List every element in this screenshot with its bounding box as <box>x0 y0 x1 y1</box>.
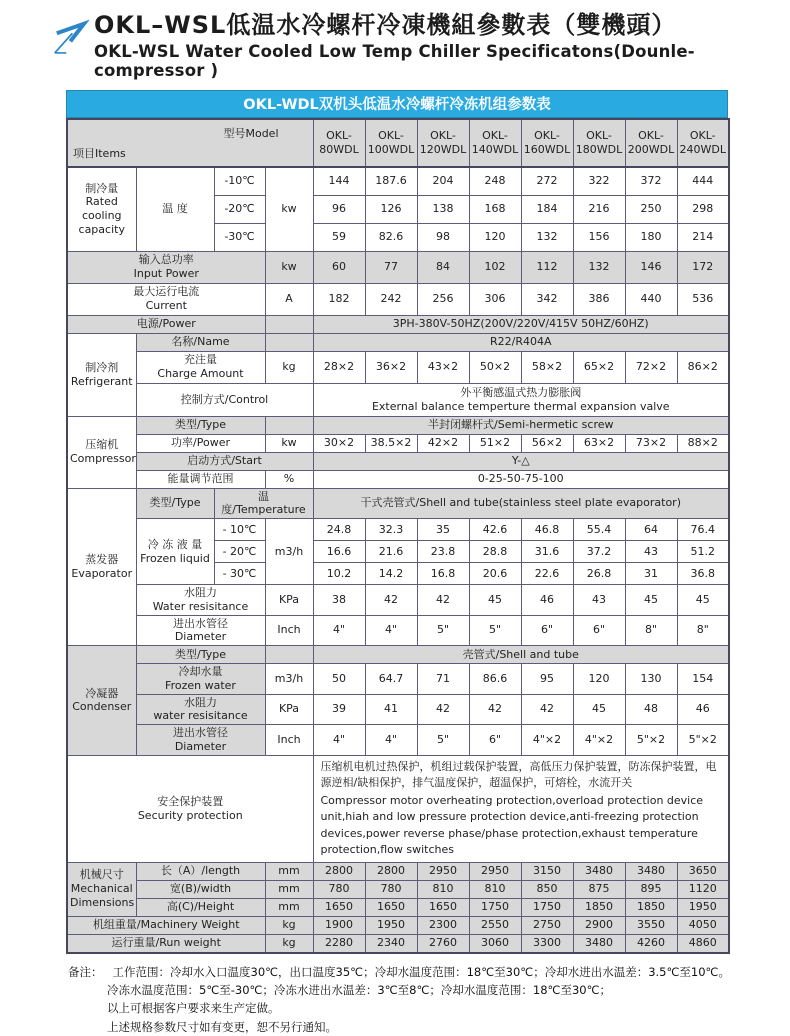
evaporator-type-row <box>67 488 729 519</box>
value-cell: 43 <box>625 541 677 563</box>
value-cell: 2280 <box>313 934 365 953</box>
note-line: 上述规格参数尺寸如有变更，恕不另行通知。 <box>107 1019 337 1034</box>
doc-header <box>0 0 790 80</box>
value-cell: 810 <box>469 880 521 898</box>
unit-cell: Inch <box>265 725 313 756</box>
value-cell: 55.4 <box>573 519 625 541</box>
value-cell: 536 <box>677 283 729 315</box>
value-cell: 59 <box>313 223 365 251</box>
value-cell: 24.8 <box>313 519 365 541</box>
value-cell: 5" <box>417 615 469 646</box>
value-cell: 71 <box>417 664 469 695</box>
value-cell: 112 <box>521 251 573 283</box>
value-cell: 46.8 <box>521 519 573 541</box>
value-cell: 2550 <box>469 916 521 934</box>
model-col-header: OKL- 180WDL <box>573 119 625 167</box>
value-cell: 65×2 <box>573 351 625 383</box>
page-title-cn: OKL–WSL低温水冷螺杆冷凍機組參數表（雙機頭） <box>94 11 677 39</box>
energy-range-value: 0-25-50-75-100 <box>313 470 729 488</box>
value-cell: 298 <box>677 195 729 223</box>
value-cell: 48 <box>625 694 677 725</box>
condenser-type-row <box>67 646 729 664</box>
value-cell: 850 <box>521 880 573 898</box>
temp-cell: - 30℃ <box>214 563 265 585</box>
value-cell: 8" <box>677 615 729 646</box>
value-cell: 1750 <box>521 898 573 916</box>
title-block <box>94 12 790 80</box>
value-cell: 42 <box>417 694 469 725</box>
model-col-header: OKL- 100WDL <box>365 119 417 167</box>
value-cell: 38.5×2 <box>365 434 417 452</box>
unit-cell: A <box>265 283 313 315</box>
value-cell: 780 <box>365 880 417 898</box>
value-cell: 184 <box>521 195 573 223</box>
footnotes <box>68 963 790 1036</box>
note-line: 以上可根据客户要求来生产定做。 <box>107 1001 280 1016</box>
spec-table <box>66 118 730 954</box>
unit-cell: kg <box>265 351 313 383</box>
value-cell: 2750 <box>521 916 573 934</box>
value-cell: 37.2 <box>573 541 625 563</box>
section-evaporator: 蒸发器 Evaporator <box>67 488 136 646</box>
empty-unit-cell <box>265 646 313 664</box>
value-cell: 248 <box>469 167 521 196</box>
value-cell: 43×2 <box>417 351 469 383</box>
section-mechanical: 机械尺寸 Mechanical Dimensions <box>67 862 136 916</box>
value-cell: 26.8 <box>573 563 625 585</box>
value-cell: 4" <box>313 615 365 646</box>
value-cell: 130 <box>625 664 677 695</box>
value-cell: 45 <box>677 585 729 616</box>
value-cell: 31 <box>625 563 677 585</box>
value-cell: 42.6 <box>469 519 521 541</box>
value-cell: 3650 <box>677 862 729 880</box>
value-cell: 73×2 <box>625 434 677 452</box>
value-cell: 45 <box>625 585 677 616</box>
value-cell: 810 <box>417 880 469 898</box>
start-mode-value: Y-△ <box>313 452 729 470</box>
unit-cell: m3/h <box>265 519 313 585</box>
value-cell: 4050 <box>677 916 729 934</box>
value-cell: 2760 <box>417 934 469 953</box>
unit-cell: KPa <box>265 694 313 725</box>
value-cell: 4"×2 <box>573 725 625 756</box>
cooling-row-10 <box>67 167 729 196</box>
value-cell: 3550 <box>625 916 677 934</box>
frozen-liquid-row-10 <box>67 519 729 541</box>
value-cell: 72×2 <box>625 351 677 383</box>
value-cell: 2800 <box>365 862 417 880</box>
section-refrigerant: 制冷剂 Refrigerant <box>67 333 136 416</box>
note-line: 冷冻水温度范围：5℃至-30℃；冷冻水进出水温差：3℃至8℃；冷却水温度范围：18℃至30℃； <box>107 982 611 997</box>
value-cell: 322 <box>573 167 625 196</box>
value-cell: 102 <box>469 251 521 283</box>
value-cell: 154 <box>677 664 729 695</box>
value-cell: 1850 <box>573 898 625 916</box>
value-cell: 5"×2 <box>625 725 677 756</box>
machinery-weight-row <box>67 916 729 934</box>
unit-cell: kw <box>265 434 313 452</box>
evap-resistance-label: 水阻力 Water resisitance <box>136 585 265 616</box>
value-cell: 2950 <box>417 862 469 880</box>
section-cooling-capacity: 制冷量 Rated cooling capacity <box>67 167 136 252</box>
value-cell: 88×2 <box>677 434 729 452</box>
note-prefix: 备注： <box>68 964 103 979</box>
value-cell: 187.6 <box>365 167 417 196</box>
unit-cell: KPa <box>265 585 313 616</box>
value-cell: 126 <box>365 195 417 223</box>
value-cell: 35 <box>417 519 469 541</box>
model-col-header: OKL- 240WDL <box>677 119 729 167</box>
compressor-type-value: 半封闭螺杆式/Semi-hermetic screw <box>313 416 729 434</box>
value-cell: 3150 <box>521 862 573 880</box>
value-cell: 182 <box>313 283 365 315</box>
charge-amount-row <box>67 351 729 383</box>
value-cell: 168 <box>469 195 521 223</box>
value-cell: 386 <box>573 283 625 315</box>
value-cell: 1950 <box>365 916 417 934</box>
value-cell: 5" <box>469 615 521 646</box>
value-cell: 3480 <box>625 862 677 880</box>
charge-amount-label: 充注量 Charge Amount <box>136 351 265 383</box>
run-weight-row <box>67 934 729 953</box>
unit-cell: kw <box>265 251 313 283</box>
value-cell: 46 <box>677 694 729 725</box>
value-cell: 41 <box>365 694 417 725</box>
value-cell: 1750 <box>469 898 521 916</box>
unit-cell: m3/h <box>265 664 313 695</box>
value-cell: 82.6 <box>365 223 417 251</box>
value-cell: 60 <box>313 251 365 283</box>
mech-height-row <box>67 898 729 916</box>
value-cell: 1850 <box>625 898 677 916</box>
value-cell: 45 <box>573 694 625 725</box>
value-cell: 444 <box>677 167 729 196</box>
run-weight-label: 运行重量/Run weight <box>67 934 265 953</box>
value-cell: 21.6 <box>365 541 417 563</box>
model-col-header: OKL- 140WDL <box>469 119 521 167</box>
unit-cell: mm <box>265 862 313 880</box>
value-cell: 43 <box>573 585 625 616</box>
value-cell: 1950 <box>677 898 729 916</box>
value-cell: 242 <box>365 283 417 315</box>
note-line <box>68 963 790 981</box>
evaporator-type-label: 类型/Type <box>136 488 214 519</box>
refrigerant-name-value: R22/R404A <box>313 333 729 351</box>
value-cell: 50×2 <box>469 351 521 383</box>
value-cell: 250 <box>625 195 677 223</box>
value-cell: 132 <box>573 251 625 283</box>
value-cell: 5"×2 <box>677 725 729 756</box>
model-col-header: OKL- 200WDL <box>625 119 677 167</box>
value-cell: 272 <box>521 167 573 196</box>
brand-arrow-icon <box>50 16 88 60</box>
unit-cell: kw <box>265 167 313 252</box>
compressor-type-row <box>67 416 729 434</box>
value-cell: 31.6 <box>521 541 573 563</box>
value-cell: 36.8 <box>677 563 729 585</box>
section-compressor: 压缩机 Compressor <box>67 416 136 488</box>
value-cell: 28×2 <box>313 351 365 383</box>
condenser-type-label: 类型/Type <box>136 646 265 664</box>
condenser-type-value: 壳管式/Shell and tube <box>313 646 729 664</box>
evap-resistance-row <box>67 585 729 616</box>
value-cell: 132 <box>521 223 573 251</box>
value-cell: 42 <box>417 585 469 616</box>
value-cell: 42 <box>469 694 521 725</box>
unit-cell: mm <box>265 880 313 898</box>
mech-width-row <box>67 880 729 898</box>
control-value: 外平衡感温式热力膨胀阀 External balance temperture thermal expansion valve <box>313 383 729 416</box>
value-cell: 144 <box>313 167 365 196</box>
value-cell: 3480 <box>573 934 625 953</box>
value-cell: 875 <box>573 880 625 898</box>
control-label: 控制方式/Control <box>136 383 313 416</box>
value-cell: 156 <box>573 223 625 251</box>
evaporator-temp-label: 温度/Temperature <box>214 488 313 519</box>
temp-cell: -30℃ <box>214 223 265 251</box>
value-cell: 20.6 <box>469 563 521 585</box>
value-cell: 1650 <box>417 898 469 916</box>
model-label: 型号Model <box>223 126 279 140</box>
value-cell: 50 <box>313 664 365 695</box>
value-cell: 45 <box>469 585 521 616</box>
value-cell: 216 <box>573 195 625 223</box>
value-cell: 63×2 <box>573 434 625 452</box>
model-col-header: OKL- 160WDL <box>521 119 573 167</box>
current-row <box>67 283 729 315</box>
value-cell: 51×2 <box>469 434 521 452</box>
value-cell: 98 <box>417 223 469 251</box>
value-cell: 214 <box>677 223 729 251</box>
value-cell: 6" <box>573 615 625 646</box>
unit-cell: Inch <box>265 615 313 646</box>
control-row <box>67 383 729 416</box>
value-cell: 4860 <box>677 934 729 953</box>
start-mode-row <box>67 452 729 470</box>
value-cell: 2340 <box>365 934 417 953</box>
value-cell: 64 <box>625 519 677 541</box>
value-cell: 3480 <box>573 862 625 880</box>
value-cell: 895 <box>625 880 677 898</box>
unit-cell: % <box>265 470 313 488</box>
value-cell: 256 <box>417 283 469 315</box>
value-cell: 6" <box>521 615 573 646</box>
value-cell: 16.8 <box>417 563 469 585</box>
security-text-cn: 压缩机电机过热保护，机组过载保护装置，高低压力保护装置，防冻保护装置，电源逆相/缺相保护，排气温度保护，超温保护，可熔栓，水流开关 <box>320 759 717 790</box>
value-cell: 4" <box>365 725 417 756</box>
value-cell: 10.2 <box>313 563 365 585</box>
value-cell: 4260 <box>625 934 677 953</box>
model-header-row <box>67 119 729 167</box>
value-cell: 120 <box>573 664 625 695</box>
temp-cell: - 20℃ <box>214 541 265 563</box>
value-cell: 2800 <box>313 862 365 880</box>
width-label: 宽(B)/width <box>136 880 265 898</box>
security-text-en: Compressor motor overheating protection,overload protection device unit,hiah and low pressure protection device,anti-freezing protection devices,power reverse phase/phase protection,exhaust temperature protection,flow switches <box>320 793 704 857</box>
value-cell: 780 <box>313 880 365 898</box>
value-cell: 3300 <box>521 934 573 953</box>
compressor-power-label: 功率/Power <box>136 434 265 452</box>
power-supply-label: 电源/Power <box>67 315 265 333</box>
value-cell: 138 <box>417 195 469 223</box>
value-cell: 5" <box>417 725 469 756</box>
value-cell: 36×2 <box>365 351 417 383</box>
value-cell: 86×2 <box>677 351 729 383</box>
value-cell: 95 <box>521 664 573 695</box>
section-condenser: 冷凝器 Condenser <box>67 646 136 756</box>
value-cell: 4"×2 <box>521 725 573 756</box>
value-cell: 30×2 <box>313 434 365 452</box>
corner-cell <box>67 119 313 167</box>
evap-diameter-label: 进出水管径 Diameter <box>136 615 265 646</box>
table-banner-title: OKL-WDL双机头低温水冷螺杆冷冻机组参数表 <box>66 90 728 118</box>
value-cell: 120 <box>469 223 521 251</box>
empty-unit-cell <box>265 333 313 351</box>
length-label: 长（A）/length <box>136 862 265 880</box>
evaporator-type-value: 干式壳管式/Shell and tube(stainless steel plate evaporator) <box>313 488 729 519</box>
empty-unit-cell <box>265 315 313 333</box>
temp-cell: -10℃ <box>214 167 265 196</box>
cond-diameter-label: 进出水管径 Diameter <box>136 725 265 756</box>
cond-resistance-label: 水阻力 water resisitance <box>136 694 265 725</box>
value-cell: 76.4 <box>677 519 729 541</box>
note-text: 工作范围：冷却水入口温度30℃，出口温度35℃；冷却水温度范围：18℃至30℃；冷却水进出水温差：3.5℃至10℃。 <box>112 964 730 979</box>
cond-resistance-row <box>67 694 729 725</box>
cooling-water-row <box>67 664 729 695</box>
unit-cell: kg <box>265 934 313 953</box>
start-mode-label: 启动方式/Start <box>136 452 313 470</box>
current-label: 最大运行电流 Current <box>67 283 265 315</box>
power-supply-value: 3PH-380V-50HZ(200V/220V/415V 50HZ/60HZ) <box>313 315 729 333</box>
unit-cell: mm <box>265 898 313 916</box>
value-cell: 8" <box>625 615 677 646</box>
value-cell: 96 <box>313 195 365 223</box>
value-cell: 38 <box>313 585 365 616</box>
value-cell: 4" <box>365 615 417 646</box>
security-protection-row <box>67 755 729 862</box>
value-cell: 16.6 <box>313 541 365 563</box>
cond-diameter-row <box>67 725 729 756</box>
value-cell: 1650 <box>365 898 417 916</box>
value-cell: 440 <box>625 283 677 315</box>
value-cell: 1650 <box>313 898 365 916</box>
value-cell: 51.2 <box>677 541 729 563</box>
refrigerant-name-row <box>67 333 729 351</box>
energy-range-row <box>67 470 729 488</box>
value-cell: 42×2 <box>417 434 469 452</box>
input-power-row <box>67 251 729 283</box>
value-cell: 64.7 <box>365 664 417 695</box>
value-cell: 204 <box>417 167 469 196</box>
value-cell: 146 <box>625 251 677 283</box>
value-cell: 2300 <box>417 916 469 934</box>
evap-diameter-row <box>67 615 729 646</box>
value-cell: 306 <box>469 283 521 315</box>
value-cell: 32.3 <box>365 519 417 541</box>
compressor-power-row <box>67 434 729 452</box>
value-cell: 42 <box>365 585 417 616</box>
value-cell: 86.6 <box>469 664 521 695</box>
temp-cell: -20℃ <box>214 195 265 223</box>
value-cell: 22.6 <box>521 563 573 585</box>
value-cell: 23.8 <box>417 541 469 563</box>
page-title-en: OKL-WSL Water Cooled Low Temp Chiller Specificatons(Dounle-compressor ) <box>94 41 695 80</box>
compressor-type-label: 类型/Type <box>136 416 265 434</box>
value-cell: 77 <box>365 251 417 283</box>
value-cell: 342 <box>521 283 573 315</box>
cooling-water-label: 冷却水量 Frozen water <box>136 664 265 695</box>
value-cell: 3060 <box>469 934 521 953</box>
value-cell: 1120 <box>677 880 729 898</box>
value-cell: 2950 <box>469 862 521 880</box>
value-cell: 372 <box>625 167 677 196</box>
input-power-label: 输入总功率 Input Power <box>67 251 265 283</box>
security-protection-label: 安全保护装置 Security protection <box>67 755 313 862</box>
value-cell: 84 <box>417 251 469 283</box>
value-cell: 6" <box>469 725 521 756</box>
unit-cell: kg <box>265 916 313 934</box>
value-cell: 172 <box>677 251 729 283</box>
value-cell: 56×2 <box>521 434 573 452</box>
temp-cell: - 10℃ <box>214 519 265 541</box>
value-cell: 42 <box>521 694 573 725</box>
power-supply-row <box>67 315 729 333</box>
value-cell: 39 <box>313 694 365 725</box>
value-cell: 1900 <box>313 916 365 934</box>
energy-range-label: 能量调节范围 <box>136 470 265 488</box>
empty-unit-cell <box>265 416 313 434</box>
mech-length-row <box>67 862 729 880</box>
value-cell: 180 <box>625 223 677 251</box>
temperature-label: 温 度 <box>136 167 214 252</box>
value-cell: 14.2 <box>365 563 417 585</box>
value-cell: 28.8 <box>469 541 521 563</box>
value-cell: 58×2 <box>521 351 573 383</box>
machinery-weight-label: 机组重量/Machinery Weight <box>67 916 265 934</box>
value-cell: 46 <box>521 585 573 616</box>
security-protection-text <box>313 755 729 862</box>
items-label: 项目Items <box>73 146 126 160</box>
model-col-header: OKL- 120WDL <box>417 119 469 167</box>
value-cell: 2900 <box>573 916 625 934</box>
value-cell: 4" <box>313 725 365 756</box>
frozen-liquid-label: 冷 冻 液 量 Frozen liquid <box>136 519 214 585</box>
model-col-header: OKL- 80WDL <box>313 119 365 167</box>
refrigerant-name-label: 名称/Name <box>136 333 265 351</box>
height-label: 高(C)/Height <box>136 898 265 916</box>
